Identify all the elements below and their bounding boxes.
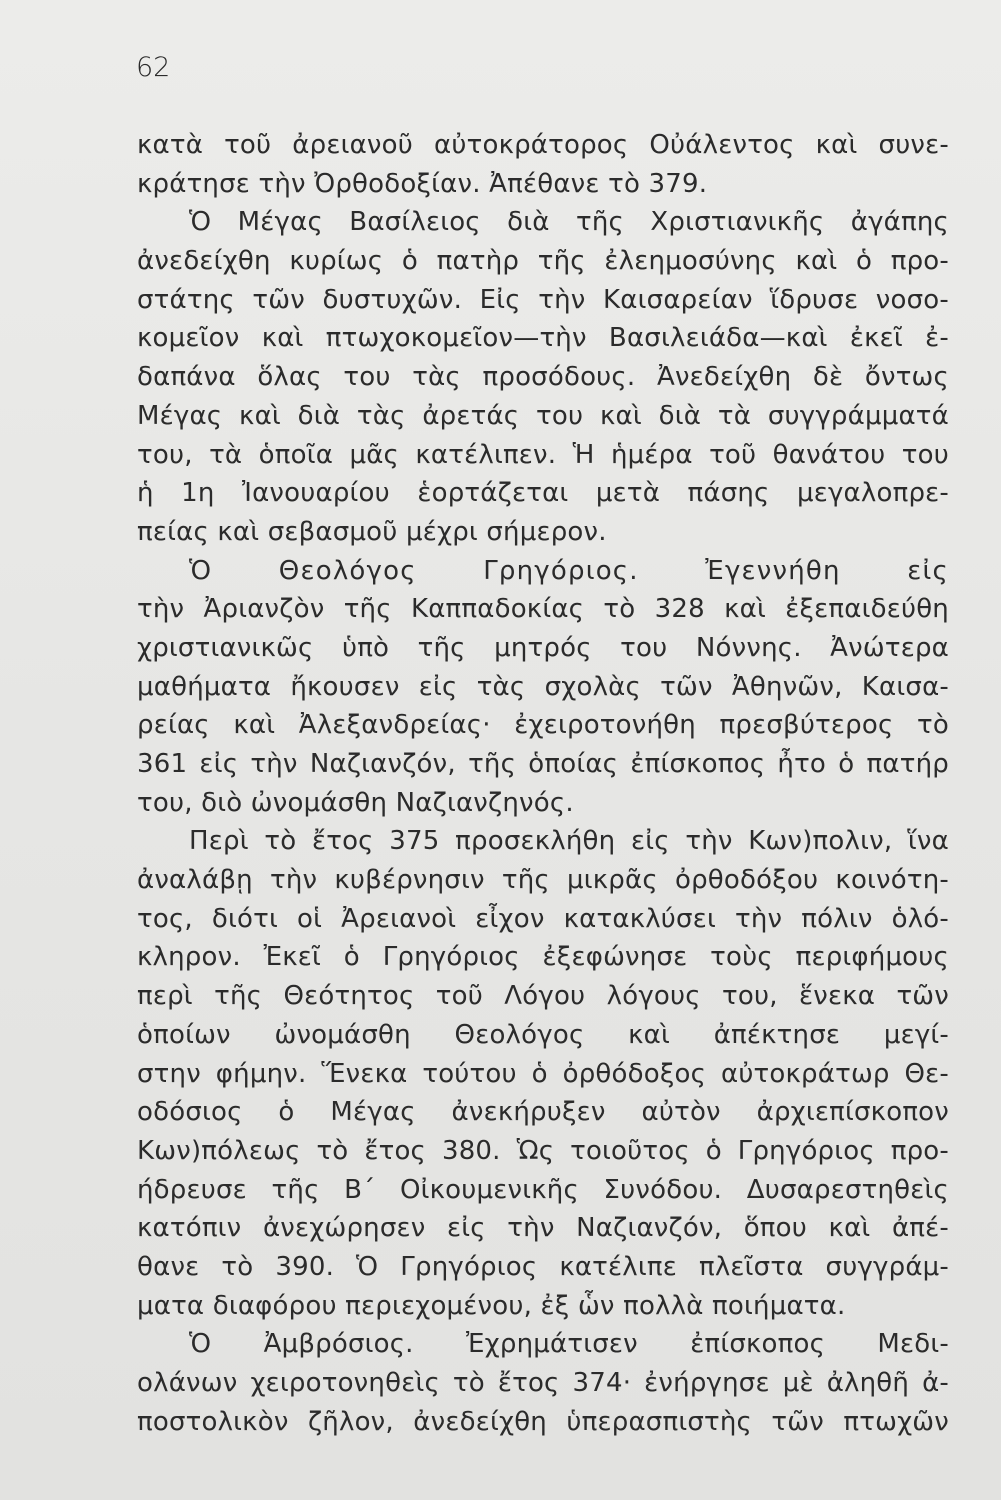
text-line: Ὁ Ἀμβρόσιος. Ἐχρημάτισεν ἐπίσκοπος Μεδι-: [189, 1329, 949, 1360]
text-line: ποστολικὸν ζῆλον, ἀνεδείχθη ὑπερασπιστὴς τῶν πτωχῶν: [137, 1406, 949, 1437]
text-line: κατόπιν ἀνεχώρησεν εἰς τὴν Ναζιανζόν, ὅπου καὶ ἀπέ-: [137, 1213, 949, 1244]
text-line: οδόσιος ὁ Μέγας ἀνεκήρυξεν αὐτὸν ἀρχιεπίσκοπον: [137, 1097, 949, 1128]
text-line: πείας καὶ σεβασμοῦ μέχρι σήμερον.: [137, 516, 607, 547]
text-line: ματα διαφόρου περιεχομένου, ἐξ ὧν πολλὰ ποιήματα.: [137, 1290, 846, 1321]
text-line: Ὁ Μέγας Βασίλειος διὰ τῆς Χριστιανικῆς ἀγάπης: [189, 207, 949, 238]
body-text: [137, 126, 949, 1441]
text-line: ἀναλάβῃ τὴν κυβέρνησιν τῆς μικρᾶς ὀρθοδόξου κοινότη-: [137, 865, 949, 896]
text-line: ὁποίων ὠνομάσθη Θεολόγος καὶ ἀπέκτησε μεγί-: [137, 1019, 949, 1050]
text-line: ἡ 1η Ἰανουαρίου ἑορτάζεται μετὰ πάσης μεγαλοπρε-: [137, 478, 949, 509]
text-line: κράτησε τὴν Ὀρθοδοξίαν. Ἀπέθανε τὸ 379.: [137, 168, 708, 199]
text-line: θανε τὸ 390. Ὁ Γρηγόριος κατέλιπε πλεῖστα συγγράμ-: [137, 1251, 949, 1282]
text-line: Κων)πόλεως τὸ ἔτος 380. Ὡς τοιοῦτος ὁ Γρηγόριος προ-: [137, 1135, 949, 1166]
page-number: 62: [136, 52, 171, 83]
text-line: στην φήμην. Ἕνεκα τούτου ὁ ὀρθόδοξος αὐτοκράτωρ Θε-: [137, 1058, 949, 1089]
text-line: ρείας καὶ Ἀλεξανδρείας· ἐχειροτονήθη πρεσβύτερος τὸ: [137, 710, 949, 741]
text-line: Περὶ τὸ ἔτος 375 προσεκλήθη εἰς τὴν Κων)πολιν, ἵνα: [189, 826, 949, 857]
text-line: τὴν Ἀριανζὸν τῆς Καππαδοκίας τὸ 328 καὶ ἐξεπαιδεύθη: [137, 594, 949, 625]
text-line: στάτης τῶν δυστυχῶν. Εἰς τὴν Καισαρείαν ἵδρυσε νοσο-: [137, 284, 949, 315]
text-line: ήδρευσε τῆς Β΄ Οἰκουμενικῆς Συνόδου. Δυσαρεστηθεὶς: [137, 1174, 949, 1205]
text-line: του, διὸ ὠνομάσθη Ναζιανζηνός.: [137, 787, 574, 818]
text-line: κομεῖον καὶ πτωχοκομεῖον—τὴν Βασιλειάδα—καὶ ἐκεῖ ἐ-: [137, 323, 949, 354]
text-line: κληρον. Ἐκεῖ ὁ Γρηγόριος ἐξεφώνησε τοὺς περιφήμους: [137, 942, 949, 973]
text-line: 361 εἰς τὴν Ναζιανζόν, τῆς ὁποίας ἐπίσκοπος ἦτο ὁ πατήρ: [137, 749, 949, 779]
text-line: κατὰ τοῦ ἀρειανοῦ αὐτοκράτορος Οὐάλεντος καὶ συνε-: [137, 130, 949, 160]
text-line: τος, διότι οἱ Ἀρειανοὶ εἶχον κατακλύσει τὴν πόλιν ὁλό-: [137, 903, 949, 934]
text-line: δαπάνα ὅλας του τὰς προσόδους. Ἀνεδείχθη δὲ ὄντως: [137, 362, 949, 393]
text-line: χριστιανικῶς ὑπὸ τῆς μητρός του Νόννης. Ἀνώτερα: [137, 632, 949, 663]
text-line: περὶ τῆς Θεότητος τοῦ Λόγου λόγους του, ἕνεκα τῶν: [137, 981, 949, 1012]
text-line: Ὁ Θεολόγος Γρηγόριος. Ἐγεννήθη εἰς: [189, 555, 949, 586]
text-line: Μέγας καὶ διὰ τὰς ἀρετάς του καὶ διὰ τὰ συγγράμματά: [137, 400, 949, 431]
text-line: μαθήματα ἤκουσεν εἰς τὰς σχολὰς τῶν Ἀθηνῶν, Καισα-: [137, 671, 949, 702]
text-line: ολάνων χειροτονηθεὶς τὸ ἔτος 374· ἐνήργησε μὲ ἀληθῆ ἀ-: [137, 1368, 949, 1398]
text-line: ἀνεδείχθη κυρίως ὁ πατὴρ τῆς ἐλεημοσύνης καὶ ὁ προ-: [137, 246, 949, 277]
text-line: του, τὰ ὁποῖα μᾶς κατέλιπεν. Ἡ ἡμέρα τοῦ θανάτου του: [137, 439, 949, 470]
